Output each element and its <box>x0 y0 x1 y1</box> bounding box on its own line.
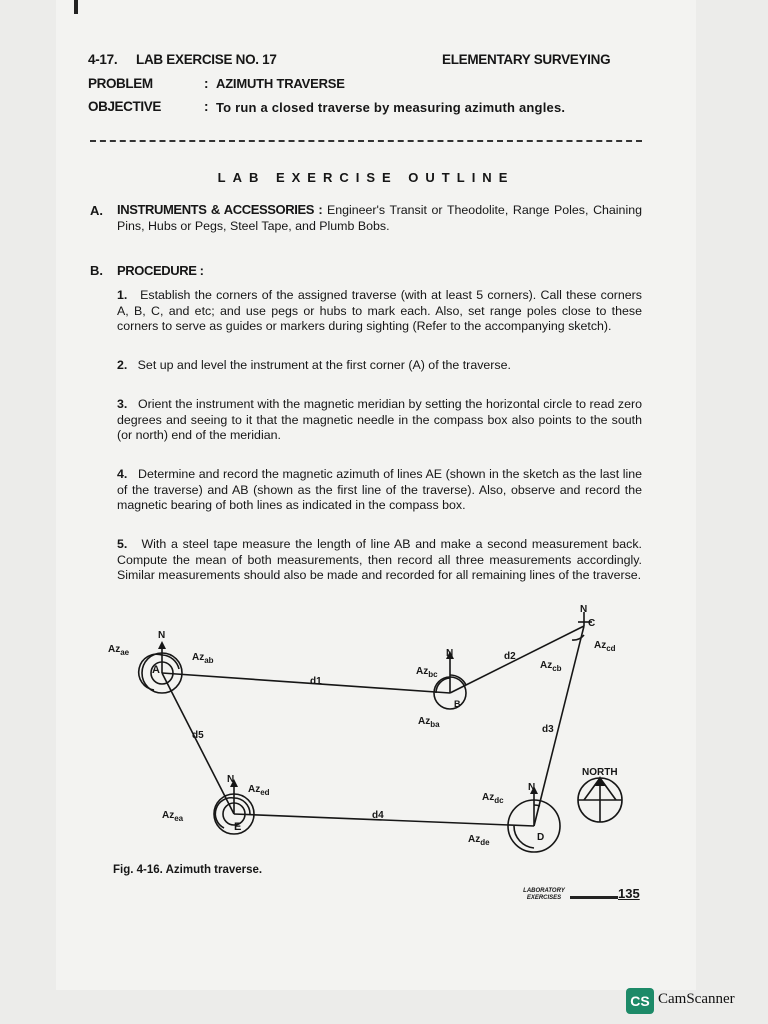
distance-d3: d3 <box>542 724 554 735</box>
footer-rule <box>570 896 618 899</box>
label-az-de: $Az_{de}$ <box>468 834 490 847</box>
section-b-letter: B. <box>90 263 103 278</box>
figure-caption: Fig. 4-16. Azimuth traverse. <box>113 864 263 876</box>
step-5-number: 5. <box>117 537 128 551</box>
station-d-label: D <box>537 832 545 843</box>
step-1-text: Establish the corners of the assigned traverse (with at least 5 corners). Call these corners A, B, C, and etc; and use pegs or hubs to mark each. Also, set range poles close to these corners to serve as guides or markers during sighting (Refer to the accompanying sketch). <box>117 288 643 333</box>
section-b-heading: PROCEDURE : <box>117 263 204 278</box>
station-b-label: B <box>454 699 461 709</box>
label-az-ba: $Az_{ba}$ <box>418 716 440 729</box>
section-a-text: Engineer's Transit or Theodolite, Range Poles, Chaining Pins, Hubs or Pegs, Steel Tape, and Plumb Bobs. <box>117 203 642 233</box>
objective-separator: : <box>204 99 209 114</box>
north-label-a: N <box>158 630 166 641</box>
problem-label: PROBLEM <box>88 76 153 91</box>
line-ab <box>162 673 450 693</box>
label-az-dc: $Az_{dc}$ <box>482 792 504 805</box>
footer-lab-exercises: LABORATORY EXERCISES <box>523 888 565 901</box>
label-az-ea: $Az_{ea}$ <box>162 810 184 823</box>
label-az-ae: $Az_{ae}$ <box>108 644 130 657</box>
label-az-cb: $Az_{cb}$ <box>540 660 562 673</box>
objective-value: To run a closed traverse by measuring azimuth angles. <box>216 100 566 115</box>
section-a-block <box>117 202 642 234</box>
step-5-text: With a steel tape measure the length of line AB and make a second measurement back. Compute the mean of both measurements, then record all three measurements accordingly. Similar measurements should also be made and recorded for all remaining lines of the traverse. <box>117 537 642 582</box>
exercise-number: 4-17. <box>88 52 118 67</box>
line-ea <box>162 673 234 814</box>
north-arrow-label: NORTH <box>582 767 618 778</box>
camscanner-logo: CS <box>626 988 654 1014</box>
step-2 <box>117 358 642 374</box>
camscanner-text: CamScanner <box>658 991 735 1007</box>
label-az-ed: $Az_{ed}$ <box>248 784 270 797</box>
label-az-cd: $Az_{cd}$ <box>594 640 616 653</box>
station-a-label: A <box>152 664 160 676</box>
step-1-number: 1. <box>117 288 128 302</box>
exercise-title: LAB EXERCISE NO. 17 <box>136 52 277 67</box>
step-4 <box>117 467 642 514</box>
step-3-text: Orient the instrument with the magnetic meridian by setting the horizontal circle to read zero degrees and seeing to it that the magnetic needle in the compass box also points to the south (or north) end of the meridian. <box>117 397 642 442</box>
subject-title: ELEMENTARY SURVEYING <box>442 52 611 67</box>
step-3-number: 3. <box>117 397 128 411</box>
line-bc <box>450 626 584 693</box>
azimuth-traverse-sketch <box>100 600 660 860</box>
problem-value: AZIMUTH TRAVERSE <box>216 76 345 91</box>
north-label-d: N <box>528 782 536 793</box>
step-4-number: 4. <box>117 467 128 481</box>
distance-d2: d2 <box>504 651 516 662</box>
arc-az-ba <box>436 678 450 693</box>
section-a-heading: INSTRUMENTS & ACCESSORIES : <box>117 202 323 217</box>
distance-d4: d4 <box>372 810 384 821</box>
line-de <box>234 814 534 826</box>
problem-separator: : <box>204 76 209 91</box>
arc-az-dc <box>534 805 540 806</box>
north-label-e: N <box>227 774 235 785</box>
objective-label: OBJECTIVE <box>88 99 161 114</box>
page-number: 135 <box>618 886 640 901</box>
step-5 <box>117 537 642 584</box>
dashed-divider <box>90 140 642 142</box>
step-4-text: Determine and record the magnetic azimuth of lines AE (shown in the sketch as the last line of the traverse) and AB (shown as the first line of the traverse). Also, observe and record the magnetic bearing of both lines as indicated in the compass box. <box>117 467 642 512</box>
north-label-b: N <box>446 648 454 659</box>
distance-d1: d1 <box>310 676 322 687</box>
outline-title: LAB EXERCISE OUTLINE <box>217 170 515 185</box>
step-2-number: 2. <box>117 358 128 372</box>
step-3 <box>117 397 642 444</box>
scan-edge-mark <box>74 0 78 14</box>
station-e-label: E <box>234 821 242 833</box>
step-1 <box>117 288 642 335</box>
north-label-c: N <box>580 604 588 615</box>
distance-d5: d5 <box>192 730 204 741</box>
step-2-text: Set up and level the instrument at the first corner (A) of the traverse. <box>137 358 511 372</box>
label-az-ab: $Az_{ab}$ <box>192 652 214 665</box>
section-a-letter: A. <box>90 203 103 218</box>
label-az-bc: $Az_{bc}$ <box>416 666 438 679</box>
station-c-label: C <box>588 618 596 629</box>
